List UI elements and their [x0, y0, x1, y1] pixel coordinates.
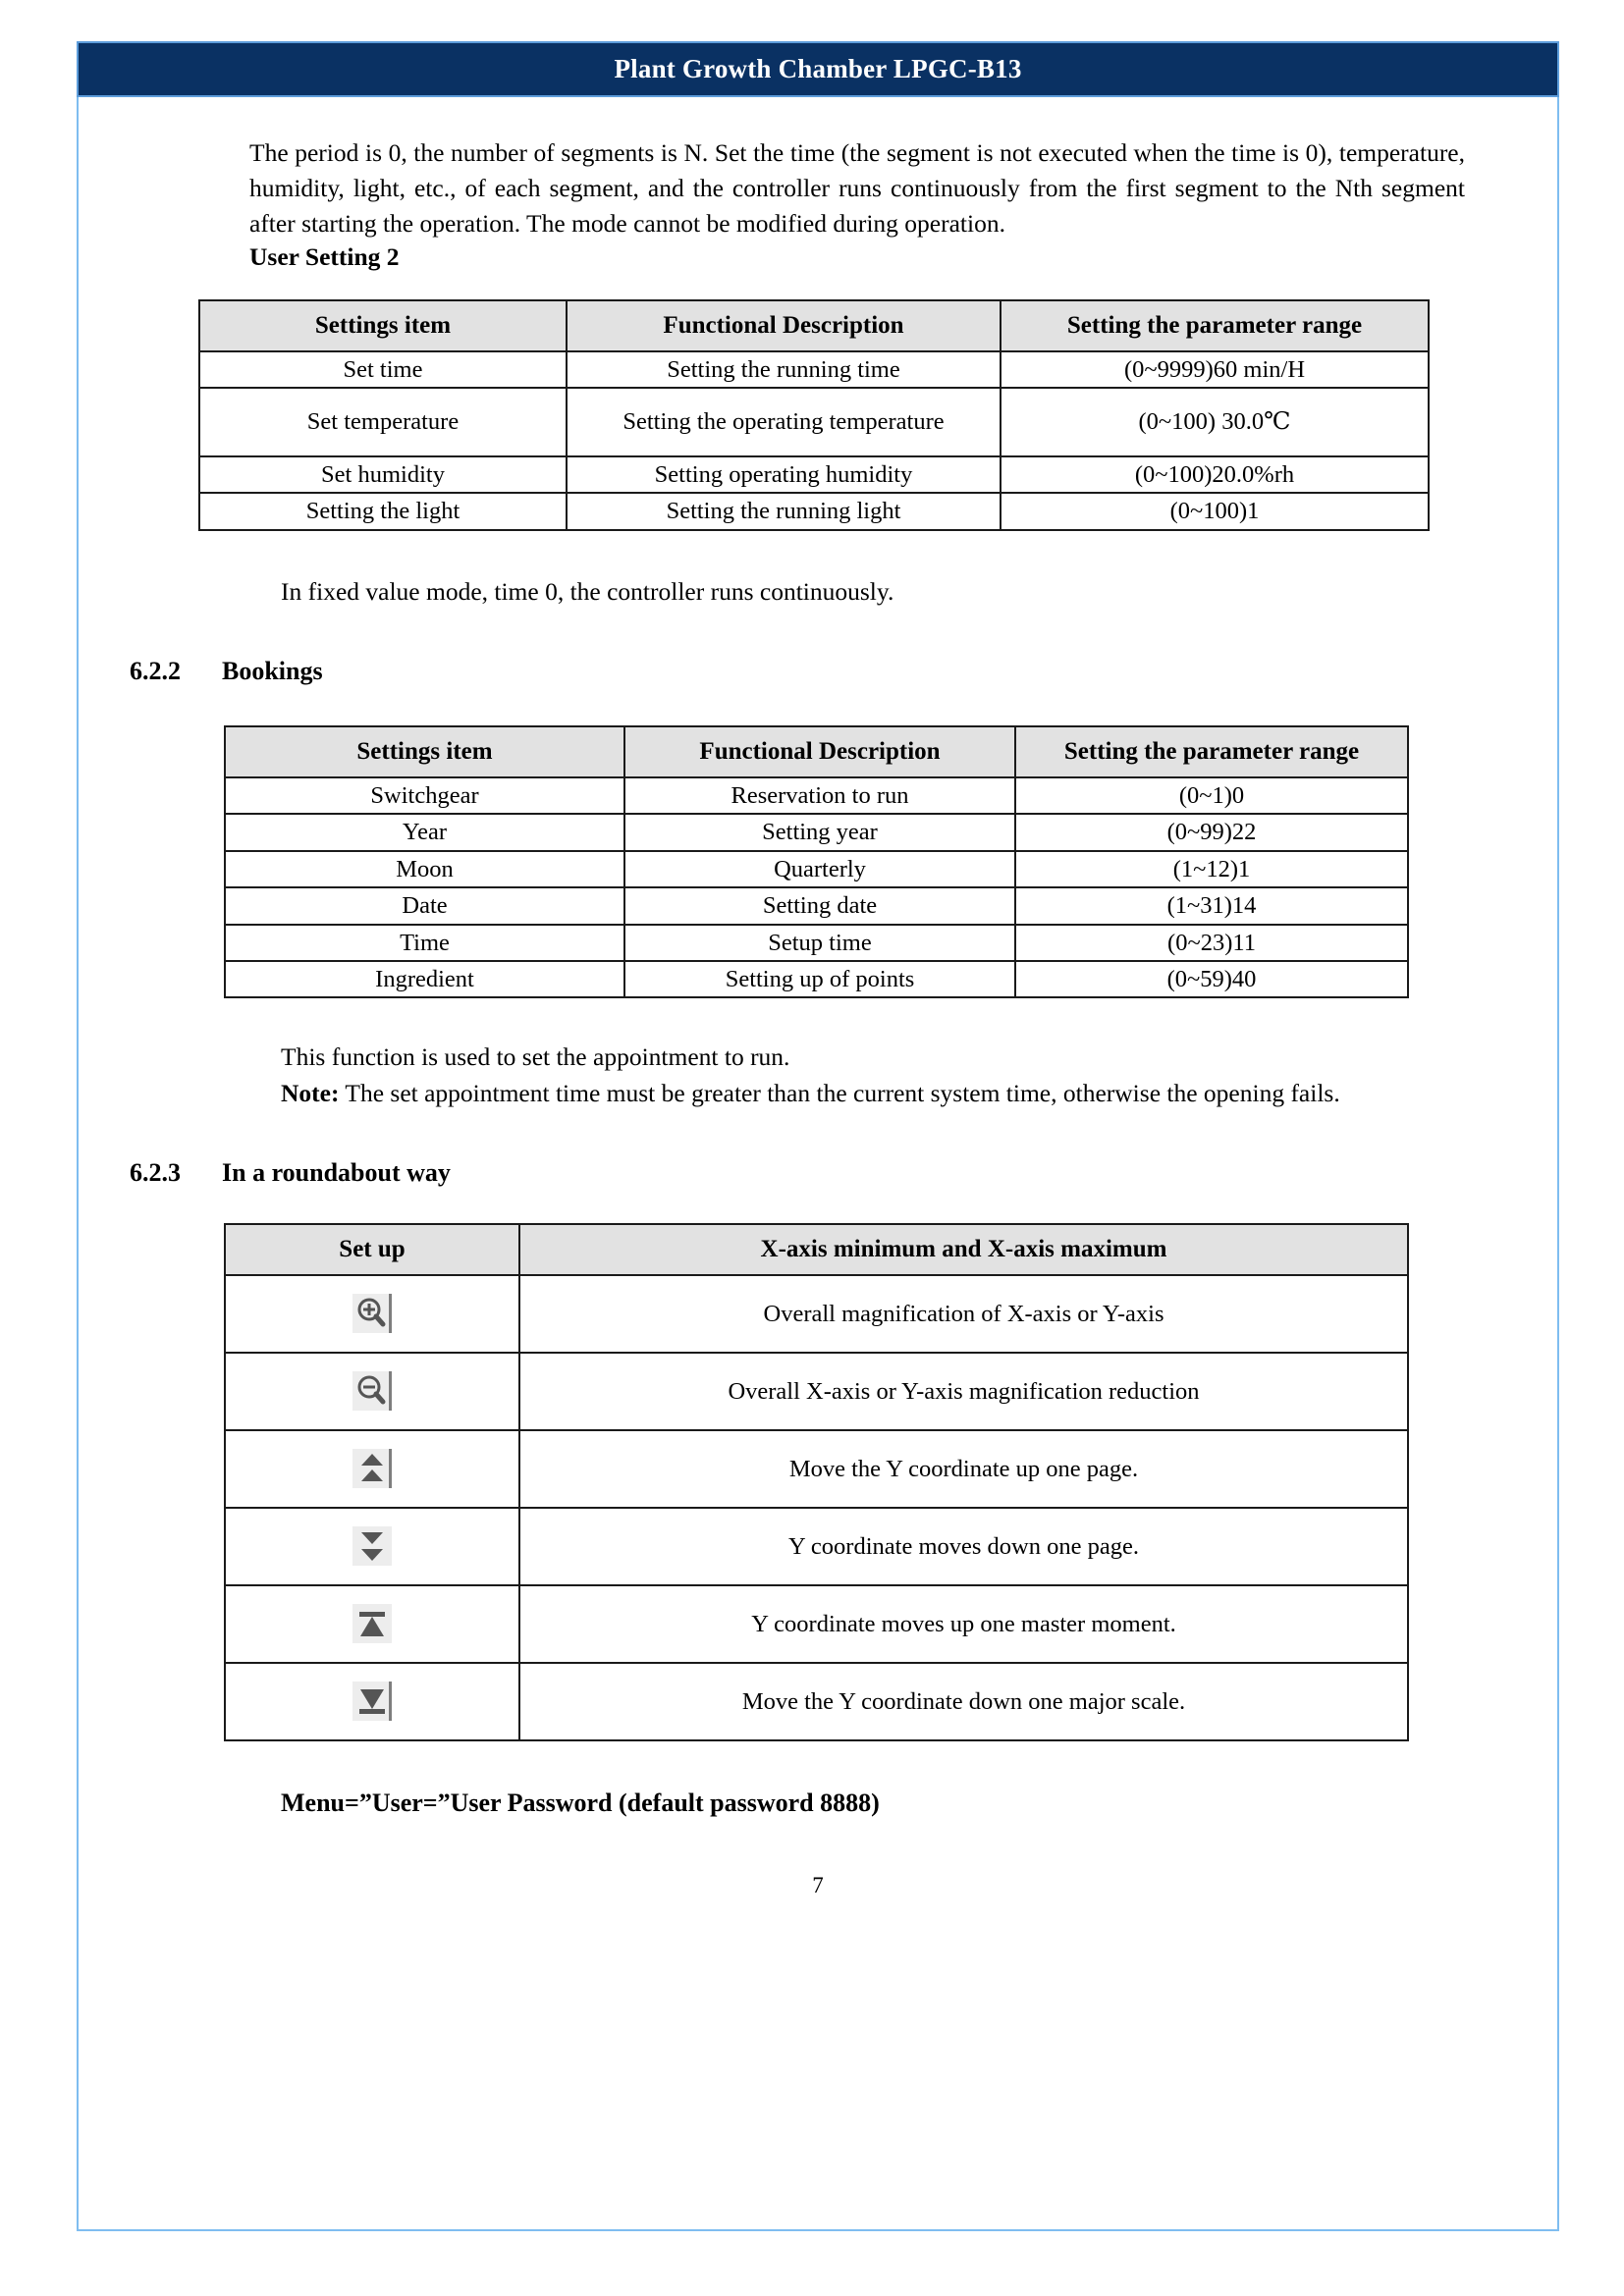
cell-parameter-range: (1~12)1 — [1015, 851, 1408, 887]
cell-functional-description: Setting the running time — [567, 351, 1001, 388]
cell-functional-description: Setting date — [624, 887, 1015, 924]
page-title: Plant Growth Chamber LPGC-B13 — [614, 54, 1022, 83]
section-title: In a roundabout way — [222, 1157, 451, 1187]
zoom-out-icon[interactable] — [232, 1357, 513, 1426]
cell-functional-description: Setting the operating temperature — [567, 388, 1001, 456]
cell-parameter-range: (0~23)11 — [1015, 925, 1408, 961]
cell-functional-description: Setup time — [624, 925, 1015, 961]
table-row — [225, 1663, 1408, 1740]
column-header-settings-item: Settings item — [199, 300, 567, 351]
section-heading-6-2-3 — [130, 1158, 1559, 1188]
zoom-in-icon[interactable] — [232, 1279, 513, 1349]
cell-parameter-range: (0~59)40 — [1015, 961, 1408, 997]
double-arrow-down-icon[interactable] — [232, 1512, 513, 1581]
intro-paragraph: The period is 0, the number of segments is N. Set the time (the segment is not executed when the time is 0), temperature, humidity, light, etc., of each segment, and the controller runs continuously from the first segment to the Nth segment after starting the operation. The mode cannot be modified during operation. — [249, 138, 1465, 239]
table-row — [225, 1353, 1408, 1430]
table-roundabout — [224, 1223, 1409, 1741]
cell-icon — [225, 1508, 519, 1585]
cell-parameter-range: (0~100) 30.0℃ — [1001, 388, 1429, 456]
cell-settings-item: Time — [225, 925, 624, 961]
column-header-functional-description: Functional Description — [567, 300, 1001, 351]
cell-settings-item: Setting the light — [199, 493, 567, 529]
table-row — [225, 961, 1408, 997]
cell-parameter-range: (0~1)0 — [1015, 777, 1408, 814]
cell-description: Move the Y coordinate down one major scale. — [519, 1663, 1408, 1740]
column-header-functional-description: Functional Description — [624, 726, 1015, 777]
column-header-parameter-range: Setting the parameter range — [1001, 300, 1429, 351]
double-arrow-up-icon[interactable] — [232, 1434, 513, 1504]
page-content — [77, 97, 1559, 1898]
cell-functional-description: Setting up of points — [624, 961, 1015, 997]
cell-settings-item: Ingredient — [225, 961, 624, 997]
table-row — [199, 493, 1429, 529]
table-header-row — [225, 1224, 1408, 1275]
cell-settings-item: Date — [225, 887, 624, 924]
table-row — [225, 1585, 1408, 1663]
cell-icon — [225, 1585, 519, 1663]
arrow-up-to-bar-icon[interactable] — [232, 1589, 513, 1659]
appointment-note — [281, 1076, 1465, 1111]
cell-icon — [225, 1663, 519, 1740]
table-row — [225, 1430, 1408, 1508]
table-row — [199, 388, 1429, 456]
cell-settings-item: Set humidity — [199, 456, 567, 493]
table-user-setting — [198, 299, 1430, 531]
fixed-value-mode-note: In fixed value mode, time 0, the controller runs continuously. — [281, 576, 894, 606]
cell-functional-description: Setting operating humidity — [567, 456, 1001, 493]
cell-description: Y coordinate moves up one master moment. — [519, 1585, 1408, 1663]
arrow-down-to-bar-icon[interactable] — [232, 1667, 513, 1736]
note-label: Note: — [281, 1078, 340, 1107]
cell-parameter-range: (0~9999)60 min/H — [1001, 351, 1429, 388]
cell-functional-description: Quarterly — [624, 851, 1015, 887]
cell-icon — [225, 1275, 519, 1353]
cell-icon — [225, 1353, 519, 1430]
cell-description: Overall X-axis or Y-axis magnification reduction — [519, 1353, 1408, 1430]
column-header-x-axis-range: X-axis minimum and X-axis maximum — [519, 1224, 1408, 1275]
table-row — [225, 777, 1408, 814]
column-header-set-up: Set up — [225, 1224, 519, 1275]
table-row — [225, 851, 1408, 887]
cell-parameter-range: (0~100)20.0%rh — [1001, 456, 1429, 493]
cell-description: Overall magnification of X-axis or Y-axis — [519, 1275, 1408, 1353]
page-header-banner — [77, 41, 1559, 97]
cell-functional-description: Setting the running light — [567, 493, 1001, 529]
table-row — [225, 1508, 1408, 1585]
section-number: 6.2.2 — [130, 656, 181, 685]
table-bookings — [224, 725, 1409, 998]
table-row — [225, 1275, 1408, 1353]
cell-settings-item: Set time — [199, 351, 567, 388]
user-setting-2-subheading: User Setting 2 — [249, 241, 400, 271]
table-header-row — [225, 726, 1408, 777]
table-header-row — [199, 300, 1429, 351]
cell-icon — [225, 1430, 519, 1508]
table-row — [199, 456, 1429, 493]
column-header-settings-item: Settings item — [225, 726, 624, 777]
appointment-description: This function is used to set the appointment to run. — [281, 1042, 790, 1072]
cell-settings-item: Moon — [225, 851, 624, 887]
table-row — [225, 925, 1408, 961]
note-text: The set appointment time must be greater than the current system time, otherwise the opening fails. — [339, 1078, 1340, 1107]
cell-parameter-range: (0~100)1 — [1001, 493, 1429, 529]
section-number: 6.2.3 — [130, 1157, 181, 1187]
cell-functional-description: Reservation to run — [624, 777, 1015, 814]
column-header-parameter-range: Setting the parameter range — [1015, 726, 1408, 777]
menu-password-note: Menu=”User=”User Password (default password 8888) — [281, 1788, 880, 1817]
cell-parameter-range: (0~99)22 — [1015, 814, 1408, 850]
cell-settings-item: Year — [225, 814, 624, 850]
cell-functional-description: Setting year — [624, 814, 1015, 850]
cell-settings-item: Switchgear — [225, 777, 624, 814]
section-heading-6-2-2 — [130, 657, 1559, 686]
table-row — [225, 887, 1408, 924]
cell-settings-item: Set temperature — [199, 388, 567, 456]
cell-parameter-range: (1~31)14 — [1015, 887, 1408, 924]
cell-description: Y coordinate moves down one page. — [519, 1508, 1408, 1585]
page-number: 7 — [812, 1872, 824, 1897]
section-title: Bookings — [222, 656, 323, 685]
table-row — [225, 814, 1408, 850]
cell-description: Move the Y coordinate up one page. — [519, 1430, 1408, 1508]
table-row — [199, 351, 1429, 388]
